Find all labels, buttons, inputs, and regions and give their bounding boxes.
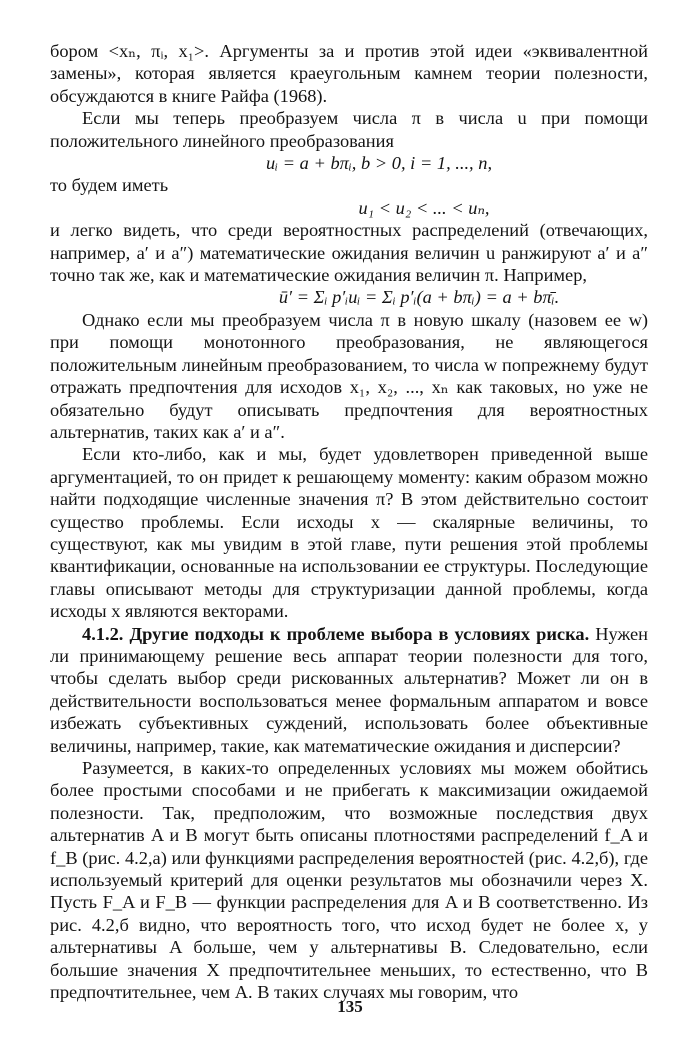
- paragraph-quantification: Если кто-либо, как и мы, будет удовлетворен приведенной выше аргументацией, то он придет к решающему моменту: каким образом можно найти подходящие численные значения π? В этом действительно состоит существо проблемы. Если исходы x — скалярные величины, то существуют, как мы увидим в этой главе, пути решения этой проблемы квантификации, основанные на использовании ее структуры. Последующие главы описывают методы для структуризации данной проблемы, когда исходы x являются векторами.: [50, 444, 648, 622]
- paragraph-monotone-transform: Однако если мы преобразуем числа π в новую шкалу (назовем ее w) при помощи монотонного преобразования, не являющегося положительным линейным преобразованием, то числа w попрежнему будут отражать предпочтения для исходов x₁, x₂, ..., xₙ как таковых, но уже не обязательно будут описывать предпочтения для вероятностных альтернатив, таких как a′ и a″.: [50, 309, 648, 442]
- paragraph-continuation: бором <xₙ, πᵢ, x₁>. Аргументы за и против этой идеи «эквивалентной замены», которая является краеугольным камнем теории полезности, обсуждаются в книге Райфа (1968).: [50, 41, 648, 106]
- formula-linear-transform: uᵢ = a + bπᵢ, b > 0, i = 1, ..., n,: [265, 153, 493, 174]
- paragraph-linear-transform: Если мы теперь преобразуем числа π в числа u при помощи положительного линейного преобразования: [50, 108, 648, 151]
- section-4-1-2: [50, 623, 648, 757]
- page-text: [50, 40, 648, 1003]
- paragraph-then: то будем иметь: [50, 175, 169, 196]
- paragraph-distributions: Разумеется, в каких-то определенных условиях мы можем обойтись более простыми способами и не прибегать к максимизации ожидаемой полезности. Так, предположим, что возможные последствия двух альтернатив A и B могут быть описаны плотностями распределений f_A и f_B (рис. 4.2,а) или функциями распределения вероятностей (рис. 4.2,б), где используемый критерий для оценки результатов мы обозначили через X. Пусть F_A и F_B — функции распределения для A и B соответственно. Из рис. 4.2,б видно, что вероятность того, что исход будет не более x, у альтернативы A больше, чем у альтернативы B. Следовательно, если большие значения X предпочтительнее меньших, то естественно, что B предпочтительнее, чем A. В таких случаях мы говорим, что: [50, 758, 648, 1003]
- section-text: Нужен ли принимающему решение весь аппарат теории полезности для того, чтобы сделать выбор среди рискованных альтернатив? Может ли он в действительности воспользоваться менее формальным аппаратом и вовсе избежать субъективных суждений, использовать более объективные величины, например, такие, как математические ожидания и дисперсии?: [50, 623, 648, 756]
- formula-expected-utility: ū′ = Σᵢ p′ᵢuᵢ = Σᵢ p′ᵢ(a + bπᵢ) = a + bπ̄ᵢ.: [278, 287, 560, 308]
- formula-ordering: u₁ < u₂ < ... < uₙ,: [358, 197, 490, 218]
- section-heading: 4.1.2. Другие подходы к проблеме выбора в условиях риска.: [82, 623, 590, 644]
- page-number: 135: [337, 997, 363, 1016]
- paragraph-expectations: и легко видеть, что среди вероятностных распределений (отвечающих, например, a′ и a″) математические ожидания величин u ранжируют a′ и a″ точно так же, как и математические ожидания величин π. Например,: [50, 220, 648, 286]
